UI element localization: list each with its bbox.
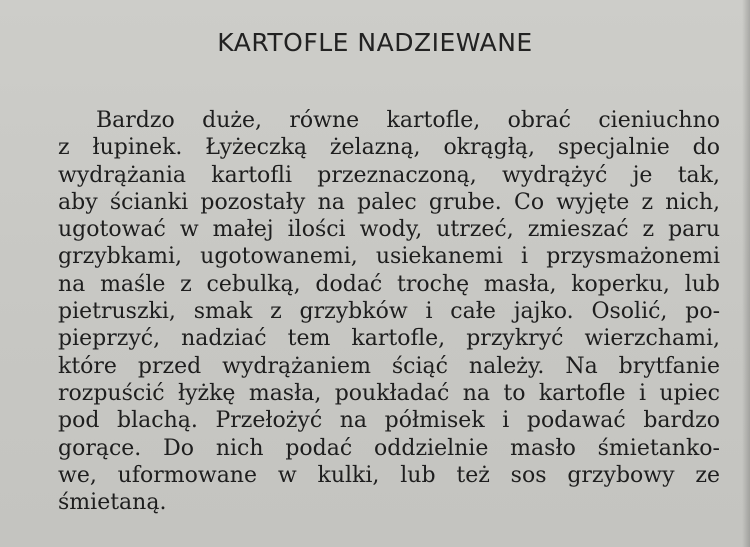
- text-line: na maśle z cebulką, dodać trochę masła, koperku, lub: [58, 271, 720, 297]
- text-line: grzybkami, ugotowanemi, usiekanemi i przysmażonemi: [58, 244, 720, 270]
- text-line: Bardzo duże, równe kartofle, obrać cieniuchno: [96, 108, 720, 133]
- text-line: aby ścianki pozostały na palec grube. Co wyjęte z nich,: [58, 189, 720, 215]
- text-line: pietruszki, smak z grzybków i całe jajko. Osolić, po-: [58, 299, 720, 325]
- text-line: pod blachą. Przełożyć na półmisek i podawać bardzo: [58, 408, 720, 434]
- recipe-title: KARTOFLE NADZIEWANE: [217, 28, 533, 57]
- text-line: wydrążania kartofli przeznaczoną, wydrążyć je tak,: [58, 162, 720, 188]
- text-line: z łupinek. Łyżeczką żelazną, okrągłą, specjalnie do: [58, 135, 720, 161]
- text-line: pieprzyć, nadziać tem kartofle, przykryć wierzchami,: [58, 326, 720, 352]
- text-line: we, uformowane w kulki, lub też sos grzybowy ze: [58, 462, 720, 488]
- text-line: rozpuścić łyżkę masła, poukładać na to kartofle i upiec: [58, 380, 720, 406]
- text-line: ugotować w małej ilości wody, utrzeć, zmieszać z paru: [58, 217, 720, 243]
- text-line: śmietaną.: [58, 490, 167, 516]
- recipe-text: [58, 107, 720, 516]
- text-line: które przed wydrążaniem ściąć należy. Na brytfanie: [58, 353, 720, 379]
- text-line: gorące. Do nich podać oddzielnie masło śmietanko-: [58, 435, 720, 461]
- page-edge-shadow: [742, 0, 750, 547]
